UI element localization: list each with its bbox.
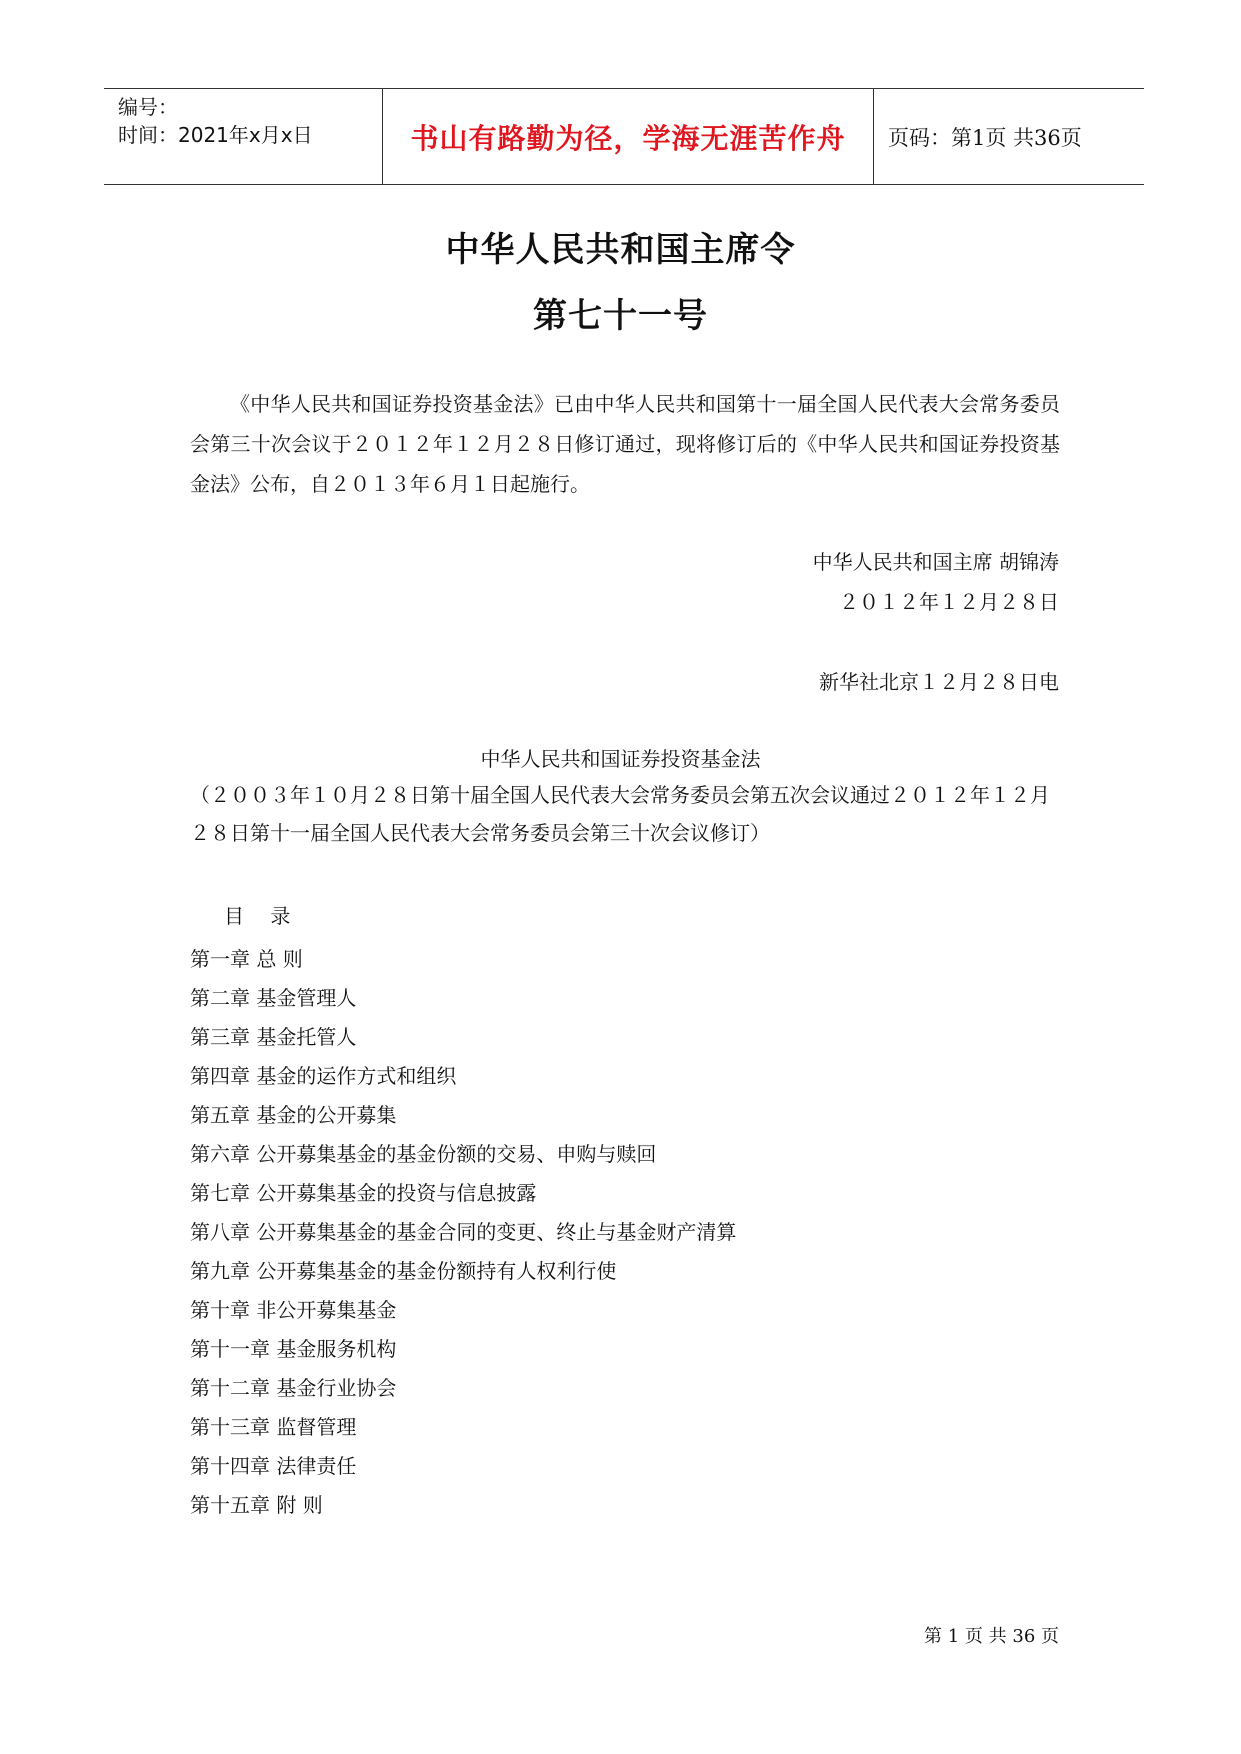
toc-item: 第七章 公开募集基金的投资与信息披露 [190,1181,537,1205]
toc-item: 第二章 基金管理人 [190,986,357,1010]
toc-item: 第十章 非公开募集基金 [190,1298,397,1322]
intro-paragraph: 《中华人民共和国证券投资基金法》已由中华人民共和国第十一届全国人民代表大会常务委员会第三十次会议于２０１２年１２月２８日修订通过，现将修订后的《中华人民共和国证券投资基金法》公布，自２０１３年６月１日起施行。 [190,392,1060,496]
header-motto [383,89,874,184]
page-footer: 第 1 页 共 36 页 [924,1626,1059,1647]
toc-item: 第十三章 监督管理 [190,1415,357,1439]
table-of-contents [190,940,736,1525]
intro-section [190,384,1060,504]
toc-item: 第九章 公开募集基金的基金份额持有人权利行使 [190,1259,617,1283]
header-page-info [874,89,1144,184]
document-subtitle: 第七十一号 [533,296,708,336]
law-title: 中华人民共和国证券投资基金法 [480,747,761,771]
law-note: （２００３年１０月２８日第十届全国人民代表大会常务委员会第五次会议通过２０１２年１２月２８日第十一届全国人民代表大会常务委员会第三十次会议修订） [190,783,1050,845]
toc-item: 第十五章 附 则 [190,1493,323,1517]
page-info-text: 页码：第1页 共36页 [888,125,1082,150]
page-header [104,88,1144,185]
toc-item: 第十二章 基金行业协会 [190,1376,397,1400]
motto-text: 书山有路勤为径，学海无涯苦作舟 [410,121,846,155]
toc-item: 第十四章 法律责任 [190,1454,357,1478]
header-meta [104,89,383,184]
signature-date: ２０１２年１２月２８日 [839,590,1059,614]
toc-item: 第四章 基金的运作方式和组织 [190,1064,457,1088]
time-label: 时间：2021年x月x日 [118,123,313,147]
signer-line: 中华人民共和国主席 胡锦涛 [812,550,1059,574]
document-title: 中华人民共和国主席令 [445,230,796,270]
news-source: 新华社北京１２月２８日电 [819,670,1059,694]
number-label: 编号： [118,95,178,119]
toc-item: 第六章 公开募集基金的基金份额的交易、申购与赎回 [190,1142,657,1166]
toc-heading: 目 录 [224,904,301,928]
toc-item: 第三章 基金托管人 [190,1025,357,1049]
toc-item: 第五章 基金的公开募集 [190,1103,397,1127]
toc-item: 第八章 公开募集基金的基金合同的变更、终止与基金财产清算 [190,1220,737,1244]
toc-item: 第十一章 基金服务机构 [190,1337,397,1361]
toc-item: 第一章 总 则 [190,947,303,971]
